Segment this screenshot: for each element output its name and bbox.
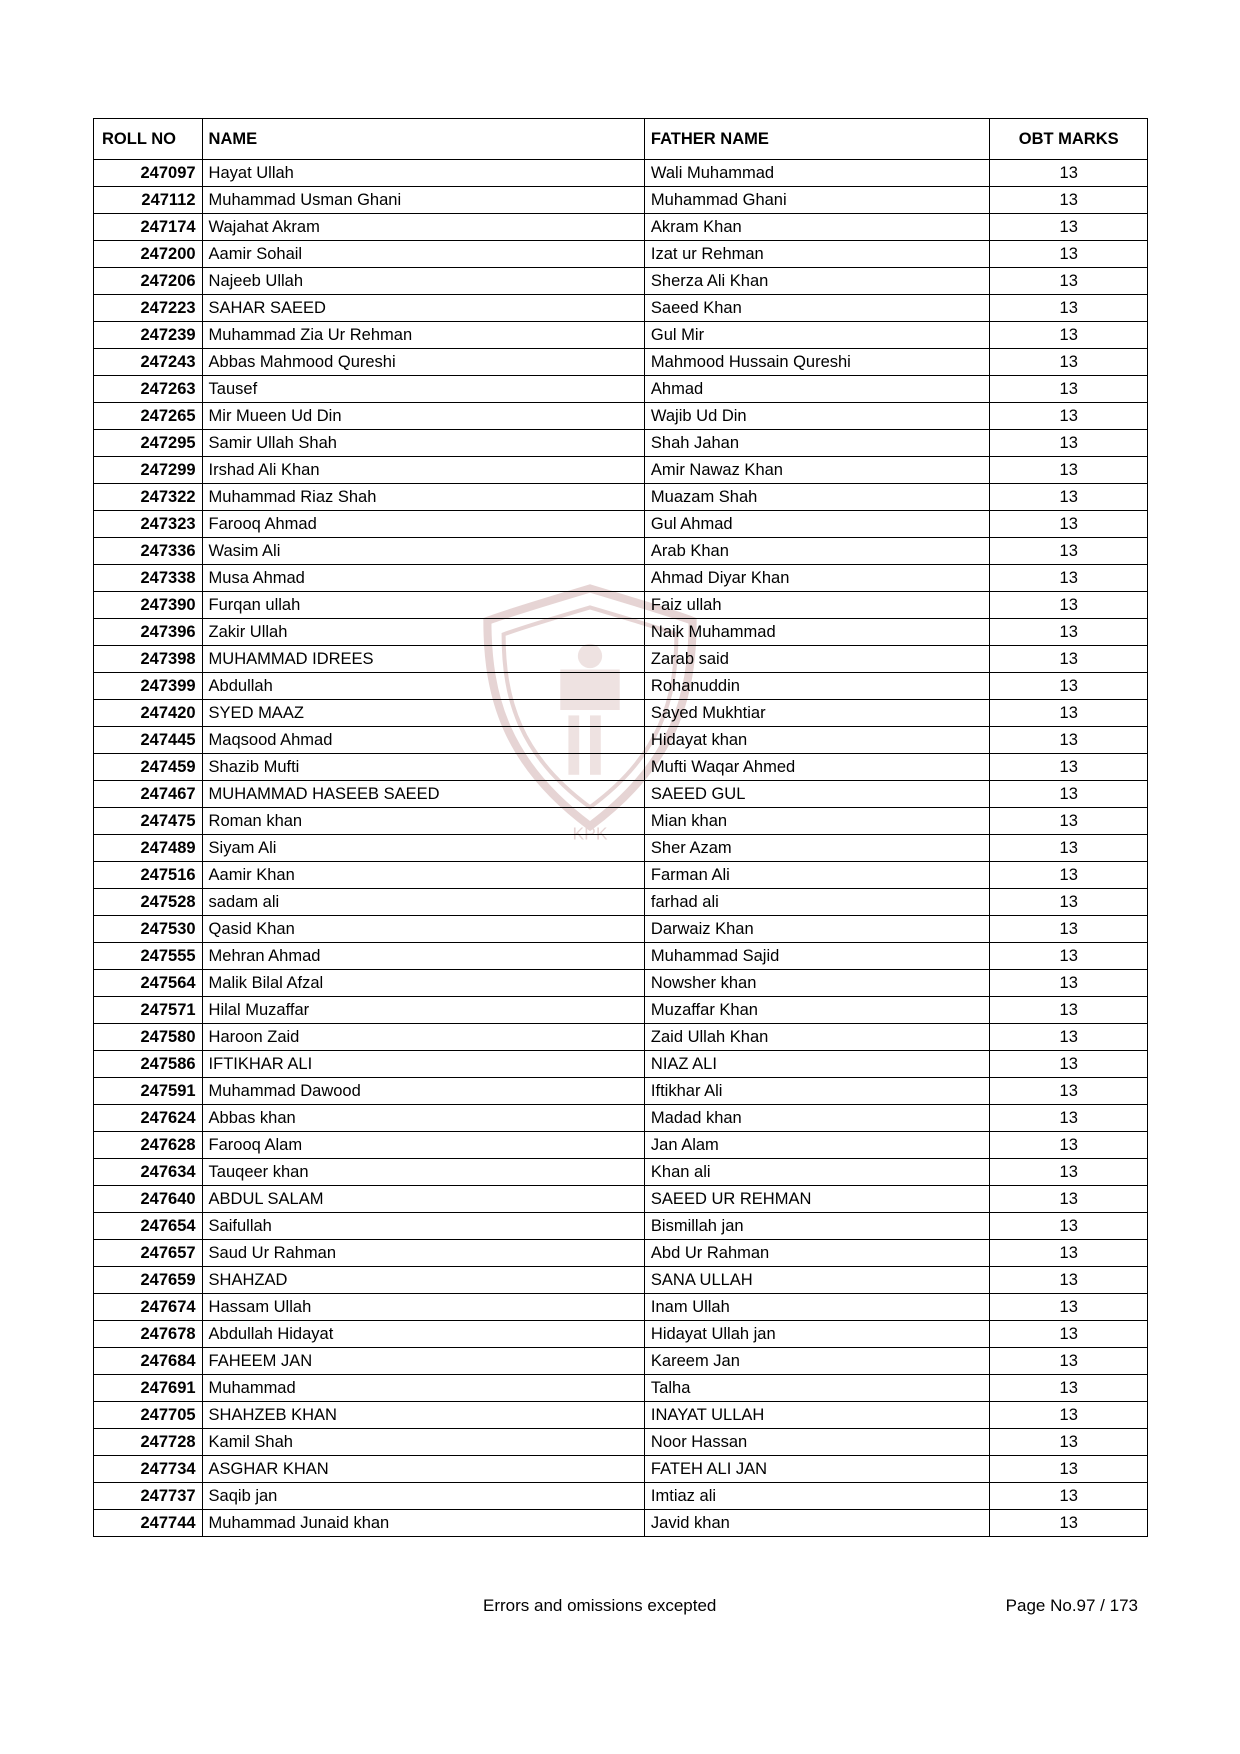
cell-obt-marks: 13 (990, 700, 1148, 727)
cell-roll-no: 247728 (94, 1429, 203, 1456)
cell-name: Abdullah Hidayat (202, 1321, 644, 1348)
cell-roll-no: 247640 (94, 1186, 203, 1213)
table-row (94, 997, 1148, 1024)
cell-father-name: Iftikhar Ali (644, 1078, 989, 1105)
cell-father-name: Mian khan (644, 808, 989, 835)
table-row (94, 1456, 1148, 1483)
cell-father-name: Arab Khan (644, 538, 989, 565)
table-row (94, 1348, 1148, 1375)
cell-father-name: Imtiaz ali (644, 1483, 989, 1510)
cell-obt-marks: 13 (990, 889, 1148, 916)
cell-father-name: SAEED GUL (644, 781, 989, 808)
cell-father-name: Nowsher khan (644, 970, 989, 997)
cell-name: MUHAMMAD IDREES (202, 646, 644, 673)
table-row (94, 511, 1148, 538)
table-row (94, 673, 1148, 700)
cell-obt-marks: 13 (990, 484, 1148, 511)
cell-roll-no: 247265 (94, 403, 203, 430)
cell-obt-marks: 13 (990, 1024, 1148, 1051)
cell-father-name: NIAZ ALI (644, 1051, 989, 1078)
cell-roll-no: 247200 (94, 241, 203, 268)
cell-obt-marks: 13 (990, 862, 1148, 889)
cell-roll-no: 247489 (94, 835, 203, 862)
cell-name: MUHAMMAD HASEEB SAEED (202, 781, 644, 808)
cell-father-name: Sher Azam (644, 835, 989, 862)
cell-roll-no: 247571 (94, 997, 203, 1024)
cell-obt-marks: 13 (990, 970, 1148, 997)
cell-obt-marks: 13 (990, 160, 1148, 187)
cell-roll-no: 247516 (94, 862, 203, 889)
cell-name: Mir Mueen Ud Din (202, 403, 644, 430)
cell-name: Mehran Ahmad (202, 943, 644, 970)
cell-obt-marks: 13 (990, 1105, 1148, 1132)
table-row (94, 1483, 1148, 1510)
cell-obt-marks: 13 (990, 187, 1148, 214)
cell-roll-no: 247206 (94, 268, 203, 295)
cell-father-name: SANA ULLAH (644, 1267, 989, 1294)
table-row (94, 1186, 1148, 1213)
table-row (94, 295, 1148, 322)
table-row (94, 349, 1148, 376)
cell-father-name: Abd Ur Rahman (644, 1240, 989, 1267)
cell-roll-no: 247528 (94, 889, 203, 916)
cell-name: Muhammad Dawood (202, 1078, 644, 1105)
cell-name: Abbas Mahmood Qureshi (202, 349, 644, 376)
cell-obt-marks: 13 (990, 511, 1148, 538)
cell-father-name: Wali Muhammad (644, 160, 989, 187)
table-row (94, 1240, 1148, 1267)
column-header-obt-marks: OBT MARKS (990, 119, 1148, 160)
cell-obt-marks: 13 (990, 1348, 1148, 1375)
footer-note: Errors and omissions excepted (483, 1596, 717, 1615)
cell-name: Hassam Ullah (202, 1294, 644, 1321)
table-row (94, 214, 1148, 241)
cell-father-name: Muazam Shah (644, 484, 989, 511)
cell-father-name: Khan ali (644, 1159, 989, 1186)
cell-roll-no: 247555 (94, 943, 203, 970)
cell-father-name: Madad khan (644, 1105, 989, 1132)
cell-father-name: Ahmad (644, 376, 989, 403)
cell-obt-marks: 13 (990, 241, 1148, 268)
cell-obt-marks: 13 (990, 646, 1148, 673)
cell-name: SHAHZAD (202, 1267, 644, 1294)
cell-roll-no: 247586 (94, 1051, 203, 1078)
svg-text:KPK: KPK (572, 823, 608, 844)
cell-roll-no: 247475 (94, 808, 203, 835)
table-row (94, 322, 1148, 349)
cell-father-name: Inam Ullah (644, 1294, 989, 1321)
cell-name: Malik Bilal Afzal (202, 970, 644, 997)
table-row (94, 160, 1148, 187)
cell-father-name: Gul Ahmad (644, 511, 989, 538)
table-row (94, 1375, 1148, 1402)
cell-obt-marks: 13 (990, 376, 1148, 403)
cell-name: Muhammad Usman Ghani (202, 187, 644, 214)
cell-name: Samir Ullah Shah (202, 430, 644, 457)
cell-roll-no: 247624 (94, 1105, 203, 1132)
cell-roll-no: 247336 (94, 538, 203, 565)
cell-name: sadam ali (202, 889, 644, 916)
table-row (94, 943, 1148, 970)
cell-obt-marks: 13 (990, 1483, 1148, 1510)
cell-roll-no: 247657 (94, 1240, 203, 1267)
cell-obt-marks: 13 (990, 727, 1148, 754)
cell-name: ASGHAR KHAN (202, 1456, 644, 1483)
table-row (94, 835, 1148, 862)
cell-name: SHAHZEB KHAN (202, 1402, 644, 1429)
cell-obt-marks: 13 (990, 1132, 1148, 1159)
cell-name: Farooq Ahmad (202, 511, 644, 538)
table-header-row (94, 119, 1148, 160)
cell-roll-no: 247459 (94, 754, 203, 781)
footer-page-number: Page No.97 / 173 (1005, 1596, 1138, 1615)
cell-father-name: Hidayat khan (644, 727, 989, 754)
cell-father-name: Darwaiz Khan (644, 916, 989, 943)
cell-obt-marks: 13 (990, 835, 1148, 862)
cell-father-name: Muhammad Ghani (644, 187, 989, 214)
cell-roll-no: 247398 (94, 646, 203, 673)
cell-obt-marks: 13 (990, 538, 1148, 565)
cell-roll-no: 247174 (94, 214, 203, 241)
cell-roll-no: 247263 (94, 376, 203, 403)
cell-roll-no: 247737 (94, 1483, 203, 1510)
cell-obt-marks: 13 (990, 430, 1148, 457)
cell-roll-no: 247634 (94, 1159, 203, 1186)
cell-obt-marks: 13 (990, 214, 1148, 241)
cell-father-name: Saeed Khan (644, 295, 989, 322)
cell-obt-marks: 13 (990, 1078, 1148, 1105)
marks-table-container (93, 118, 1148, 1537)
column-header-roll-no: ROLL NO (94, 119, 203, 160)
table-row (94, 1402, 1148, 1429)
cell-father-name: SAEED UR REHMAN (644, 1186, 989, 1213)
table-row (94, 646, 1148, 673)
cell-obt-marks: 13 (990, 1402, 1148, 1429)
cell-roll-no: 247734 (94, 1456, 203, 1483)
cell-roll-no: 247243 (94, 349, 203, 376)
cell-father-name: Wajib Ud Din (644, 403, 989, 430)
cell-father-name: Akram Khan (644, 214, 989, 241)
cell-roll-no: 247654 (94, 1213, 203, 1240)
cell-name: Tauqeer khan (202, 1159, 644, 1186)
cell-obt-marks: 13 (990, 943, 1148, 970)
cell-roll-no: 247628 (94, 1132, 203, 1159)
table-row (94, 484, 1148, 511)
cell-father-name: Javid khan (644, 1510, 989, 1537)
table-row (94, 1267, 1148, 1294)
table-row (94, 970, 1148, 997)
table-row (94, 808, 1148, 835)
cell-name: Wasim Ali (202, 538, 644, 565)
cell-name: Kamil Shah (202, 1429, 644, 1456)
cell-name: Saud Ur Rahman (202, 1240, 644, 1267)
table-row (94, 538, 1148, 565)
cell-father-name: Gul Mir (644, 322, 989, 349)
cell-roll-no: 247223 (94, 295, 203, 322)
cell-father-name: Amir Nawaz Khan (644, 457, 989, 484)
cell-obt-marks: 13 (990, 403, 1148, 430)
cell-name: Muhammad (202, 1375, 644, 1402)
cell-roll-no: 247591 (94, 1078, 203, 1105)
cell-name: Aamir Sohail (202, 241, 644, 268)
cell-roll-no: 247097 (94, 160, 203, 187)
cell-father-name: Farman Ali (644, 862, 989, 889)
table-row (94, 1429, 1148, 1456)
cell-name: Aamir Khan (202, 862, 644, 889)
cell-obt-marks: 13 (990, 916, 1148, 943)
cell-name: Hilal Muzaffar (202, 997, 644, 1024)
cell-roll-no: 247691 (94, 1375, 203, 1402)
cell-name: ABDUL SALAM (202, 1186, 644, 1213)
cell-name: Qasid Khan (202, 916, 644, 943)
cell-roll-no: 247678 (94, 1321, 203, 1348)
cell-name: Haroon Zaid (202, 1024, 644, 1051)
table-row (94, 889, 1148, 916)
cell-name: Abbas khan (202, 1105, 644, 1132)
cell-name: Muhammad Riaz Shah (202, 484, 644, 511)
cell-father-name: Kareem Jan (644, 1348, 989, 1375)
column-header-father-name: FATHER NAME (644, 119, 989, 160)
cell-obt-marks: 13 (990, 1294, 1148, 1321)
table-row (94, 1024, 1148, 1051)
cell-roll-no: 247580 (94, 1024, 203, 1051)
cell-father-name: Mufti Waqar Ahmed (644, 754, 989, 781)
cell-roll-no: 247420 (94, 700, 203, 727)
cell-father-name: farhad ali (644, 889, 989, 916)
cell-name: Furqan ullah (202, 592, 644, 619)
cell-roll-no: 247322 (94, 484, 203, 511)
cell-father-name: Jan Alam (644, 1132, 989, 1159)
cell-father-name: Ahmad Diyar Khan (644, 565, 989, 592)
cell-obt-marks: 13 (990, 322, 1148, 349)
cell-father-name: Mahmood Hussain Qureshi (644, 349, 989, 376)
table-row (94, 700, 1148, 727)
cell-obt-marks: 13 (990, 754, 1148, 781)
column-header-name: NAME (202, 119, 644, 160)
cell-obt-marks: 13 (990, 1429, 1148, 1456)
cell-roll-no: 247396 (94, 619, 203, 646)
cell-obt-marks: 13 (990, 268, 1148, 295)
table-row (94, 457, 1148, 484)
table-row (94, 430, 1148, 457)
table-row (94, 241, 1148, 268)
cell-name: Hayat Ullah (202, 160, 644, 187)
cell-roll-no: 247112 (94, 187, 203, 214)
table-row (94, 1213, 1148, 1240)
cell-name: Irshad Ali Khan (202, 457, 644, 484)
cell-name: Tausef (202, 376, 644, 403)
cell-obt-marks: 13 (990, 808, 1148, 835)
table-row (94, 1294, 1148, 1321)
cell-roll-no: 247744 (94, 1510, 203, 1537)
cell-name: Musa Ahmad (202, 565, 644, 592)
cell-roll-no: 247467 (94, 781, 203, 808)
cell-name: SYED MAAZ (202, 700, 644, 727)
cell-roll-no: 247399 (94, 673, 203, 700)
table-row (94, 1132, 1148, 1159)
table-body (94, 160, 1148, 1537)
table-row (94, 403, 1148, 430)
table-row (94, 187, 1148, 214)
cell-obt-marks: 13 (990, 1240, 1148, 1267)
cell-father-name: Shah Jahan (644, 430, 989, 457)
cell-name: Muhammad Junaid khan (202, 1510, 644, 1537)
cell-name: Siyam Ali (202, 835, 644, 862)
table-row (94, 376, 1148, 403)
cell-father-name: Muzaffar Khan (644, 997, 989, 1024)
cell-name: Saifullah (202, 1213, 644, 1240)
table-row (94, 268, 1148, 295)
cell-name: Muhammad Zia Ur Rehman (202, 322, 644, 349)
table-row (94, 1321, 1148, 1348)
cell-father-name: Talha (644, 1375, 989, 1402)
cell-father-name: INAYAT ULLAH (644, 1402, 989, 1429)
cell-roll-no: 247705 (94, 1402, 203, 1429)
cell-father-name: Hidayat Ullah jan (644, 1321, 989, 1348)
cell-roll-no: 247338 (94, 565, 203, 592)
cell-obt-marks: 13 (990, 1456, 1148, 1483)
cell-father-name: Zarab said (644, 646, 989, 673)
table-row (94, 565, 1148, 592)
cell-father-name: Sayed Mukhtiar (644, 700, 989, 727)
cell-roll-no: 247564 (94, 970, 203, 997)
cell-obt-marks: 13 (990, 295, 1148, 322)
cell-roll-no: 247390 (94, 592, 203, 619)
cell-father-name: FATEH ALI JAN (644, 1456, 989, 1483)
cell-obt-marks: 13 (990, 457, 1148, 484)
cell-father-name: Noor Hassan (644, 1429, 989, 1456)
cell-father-name: Naik Muhammad (644, 619, 989, 646)
cell-name: Wajahat Akram (202, 214, 644, 241)
cell-obt-marks: 13 (990, 1321, 1148, 1348)
cell-obt-marks: 13 (990, 1051, 1148, 1078)
cell-roll-no: 247530 (94, 916, 203, 943)
cell-obt-marks: 13 (990, 1159, 1148, 1186)
cell-roll-no: 247445 (94, 727, 203, 754)
cell-name: Roman khan (202, 808, 644, 835)
table-row (94, 1159, 1148, 1186)
table-row (94, 592, 1148, 619)
cell-name: SAHAR SAEED (202, 295, 644, 322)
cell-name: Abdullah (202, 673, 644, 700)
table-row (94, 1105, 1148, 1132)
cell-obt-marks: 13 (990, 673, 1148, 700)
table-row (94, 862, 1148, 889)
cell-roll-no: 247684 (94, 1348, 203, 1375)
cell-roll-no: 247674 (94, 1294, 203, 1321)
cell-name: IFTIKHAR ALI (202, 1051, 644, 1078)
cell-roll-no: 247323 (94, 511, 203, 538)
cell-father-name: Zaid Ullah Khan (644, 1024, 989, 1051)
cell-obt-marks: 13 (990, 997, 1148, 1024)
cell-name: Najeeb Ullah (202, 268, 644, 295)
table-row (94, 754, 1148, 781)
cell-roll-no: 247659 (94, 1267, 203, 1294)
cell-father-name: Faiz ullah (644, 592, 989, 619)
cell-father-name: Izat ur Rehman (644, 241, 989, 268)
table-row (94, 1078, 1148, 1105)
cell-obt-marks: 13 (990, 1267, 1148, 1294)
table-row (94, 916, 1148, 943)
cell-obt-marks: 13 (990, 1186, 1148, 1213)
table-row (94, 619, 1148, 646)
cell-roll-no: 247295 (94, 430, 203, 457)
cell-obt-marks: 13 (990, 565, 1148, 592)
cell-roll-no: 247299 (94, 457, 203, 484)
cell-obt-marks: 13 (990, 1213, 1148, 1240)
cell-obt-marks: 13 (990, 1510, 1148, 1537)
cell-father-name: Sherza Ali Khan (644, 268, 989, 295)
cell-name: Zakir Ullah (202, 619, 644, 646)
cell-name: Farooq Alam (202, 1132, 644, 1159)
cell-father-name: Bismillah jan (644, 1213, 989, 1240)
cell-obt-marks: 13 (990, 619, 1148, 646)
cell-roll-no: 247239 (94, 322, 203, 349)
marks-table (93, 118, 1148, 1537)
cell-obt-marks: 13 (990, 592, 1148, 619)
cell-name: FAHEEM JAN (202, 1348, 644, 1375)
cell-father-name: Rohanuddin (644, 673, 989, 700)
cell-obt-marks: 13 (990, 781, 1148, 808)
cell-father-name: Muhammad Sajid (644, 943, 989, 970)
table-row (94, 727, 1148, 754)
cell-name: Maqsood Ahmad (202, 727, 644, 754)
table-row (94, 1051, 1148, 1078)
cell-obt-marks: 13 (990, 349, 1148, 376)
page-footer (93, 1596, 1148, 1616)
table-row (94, 781, 1148, 808)
cell-name: Shazib Mufti (202, 754, 644, 781)
cell-name: Saqib jan (202, 1483, 644, 1510)
cell-obt-marks: 13 (990, 1375, 1148, 1402)
table-row (94, 1510, 1148, 1537)
